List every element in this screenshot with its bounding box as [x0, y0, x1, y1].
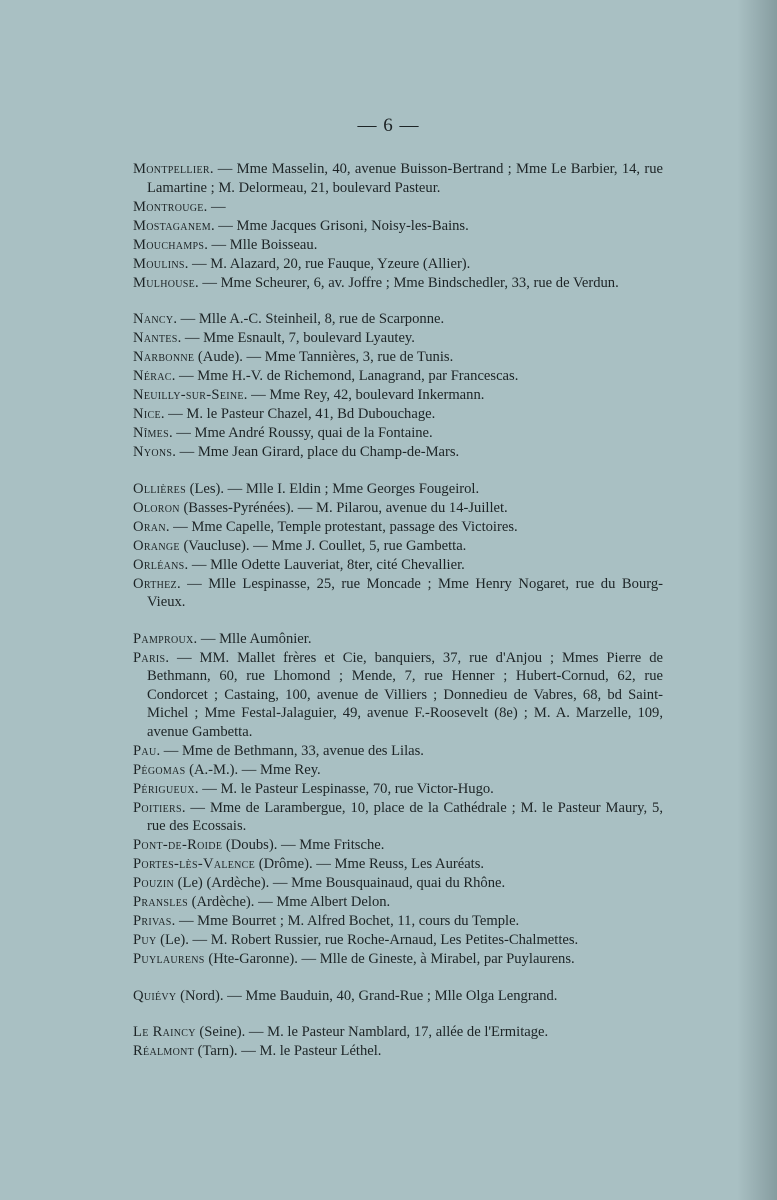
entry-text: . — Mlle Boisseau. — [204, 236, 318, 253]
city-name: Privas — [133, 913, 172, 929]
directory-entry — [133, 799, 663, 836]
entry-text: . — Mlle Odette Lauveriat, 8ter, cité Chevallier. — [184, 556, 465, 573]
city-name: Mulhouse — [133, 274, 196, 291]
entry-text: (Doubs). — Mme Fritsche. — [222, 837, 385, 853]
city-name: Narbonne — [133, 349, 195, 365]
directory-entry — [133, 742, 663, 761]
city-name: Paris — [133, 649, 166, 666]
city-name: Moulins — [133, 255, 185, 272]
letter-group — [133, 1023, 663, 1061]
city-name: Quiévy — [133, 987, 177, 1004]
page-edge-shadow — [737, 0, 777, 1200]
entry-text: . — Mme Masselin, 40, avenue Buisson-Bertrand ; Mme Le Barbier, 14, rue Lamartine ; M. Delormeau, 21, boulevard Pasteur. — [147, 161, 663, 196]
directory-entry — [133, 424, 663, 443]
directory-entry — [133, 274, 663, 293]
directory-entry — [133, 310, 663, 329]
directory-entry — [133, 518, 663, 537]
city-name: Poitiers — [133, 799, 182, 816]
entry-text: (Seine). — M. le Pasteur Namblard, 17, allée de l'Ermitage. — [195, 1024, 549, 1040]
entry-text: . — Mme Scheurer, 6, av. Joffre ; Mme Bindschedler, 33, rue de Verdun. — [195, 274, 619, 291]
directory-entry — [133, 950, 663, 969]
city-name: Montpellier — [133, 161, 210, 177]
directory-entry — [133, 160, 663, 197]
directory-entry — [133, 987, 663, 1006]
directory-entry — [133, 630, 663, 649]
directory-entry — [133, 649, 663, 742]
entry-text: (Le) (Ardèche). — Mme Bousquainaud, quai du Rhône. — [174, 875, 506, 891]
entry-text: . — Mme Jacques Grisoni, Noisy-les-Bains. — [210, 217, 469, 234]
directory-entry — [133, 855, 663, 874]
entry-text: (Aude). — Mme Tannières, 3, rue de Tunis. — [194, 349, 454, 365]
city-name: Nice — [133, 406, 161, 422]
entry-text: . — Mme H.-V. de Richemond, Lanagrand, par Francescas. — [171, 368, 519, 384]
city-name: Mouchamps — [133, 236, 205, 253]
city-name: Pamproux — [133, 630, 194, 647]
entry-text: . — Mme André Roussy, quai de la Fontaine. — [168, 425, 433, 441]
directory-entry — [133, 217, 663, 236]
entry-text: . — MM. Mallet frères et Cie, banquiers, 37, rue d'Anjou ; Mmes Pierre de Bethmann, 60, rue Lhomond ; Mende, 7, rue Henner ; Hubert-Cornud, 62, rue Condorcet ; Castaing, 100, avenue de Villiers ; Donnedieu de Vabres, 68, bd Saint-Michel ; Mme Festal-Jalaguier, 49, avenue F.-Roosevelt (8e) ; M. A. Marzelle, 109, avenue Gambetta. — [147, 649, 663, 740]
directory-entry — [133, 386, 663, 405]
entry-text: (Tarn). — M. le Pasteur Léthel. — [194, 1043, 382, 1059]
directory-entry — [133, 1023, 663, 1042]
entry-text: . — Mme Jean Girard, place du Champ-de-Mars. — [172, 444, 460, 460]
entry-text: (Ardèche). — Mme Albert Delon. — [187, 894, 391, 910]
entry-text: (Drôme). — Mme Reuss, Les Auréats. — [255, 856, 485, 872]
directory-entry — [133, 198, 663, 217]
directory-entry — [133, 761, 663, 780]
directory-entry — [133, 367, 663, 386]
entry-text: . — M. Alazard, 20, rue Fauque, Yzeure (Allier). — [184, 255, 471, 272]
city-name: Orthez — [133, 575, 177, 592]
city-name: Pégomas — [133, 761, 186, 778]
city-name: Nîmes — [133, 425, 169, 441]
directory-entry — [133, 329, 663, 348]
city-name: Pont-de-Roide — [133, 837, 223, 853]
city-name: Puylaurens — [133, 951, 205, 967]
directory-entry — [133, 836, 663, 855]
entry-text: . — M. le Pasteur Chazel, 41, Bd Dubouchage. — [160, 406, 436, 422]
entry-text: . — Mme Esnault, 7, boulevard Lyautey. — [177, 330, 415, 346]
city-name: Oran — [133, 518, 166, 535]
directory-entry — [133, 1042, 663, 1061]
entry-text: . — Mme Bourret ; M. Alfred Bochet, 11, cours du Temple. — [171, 913, 520, 929]
entry-text: . — Mme Rey, 42, boulevard Inkermann. — [243, 387, 485, 403]
city-name: Périgueux — [133, 780, 195, 797]
directory-entry — [133, 893, 663, 912]
city-name: Puy — [133, 932, 157, 948]
entry-text: . — Mme Capelle, Temple protestant, passage des Victoires. — [165, 518, 518, 535]
directory-entry — [133, 499, 663, 518]
directory-entry — [133, 480, 663, 499]
city-name: Portes-lès-Valence — [133, 856, 256, 872]
letter-group — [133, 630, 663, 969]
directory-entry — [133, 931, 663, 950]
letter-group — [133, 987, 663, 1006]
entry-text: . — Mlle Aumônier. — [193, 630, 312, 647]
directory-entry — [133, 255, 663, 274]
directory-entry — [133, 236, 663, 255]
entry-text: . — Mlle Lespinasse, 25, rue Moncade ; Mme Henry Nogaret, rue du Bourg-Vieux. — [147, 575, 663, 610]
city-name: Orange — [133, 537, 180, 554]
directory-entry — [133, 874, 663, 893]
entry-text: . — Mme de Bethmann, 33, avenue des Lilas. — [156, 742, 424, 759]
city-name: Montrouge — [133, 198, 204, 215]
entry-text: (Le). — M. Robert Russier, rue Roche-Arnaud, Les Petites-Chalmettes. — [156, 932, 579, 948]
directory-entry — [133, 537, 663, 556]
entry-text: . — Mlle A.-C. Steinheil, 8, rue de Scarponne. — [173, 311, 445, 327]
city-name: Le Raincy — [133, 1024, 196, 1040]
letter-group — [133, 480, 663, 612]
entry-text: (Les). — Mlle I. Eldin ; Mme Georges Fougeirol. — [185, 480, 480, 497]
city-name: Réalmont — [133, 1043, 195, 1059]
entry-text: . — — [203, 198, 226, 215]
city-name: Pransles — [133, 894, 188, 910]
directory-entry — [133, 556, 663, 575]
letter-group — [133, 160, 663, 292]
directory-entry — [133, 912, 663, 931]
entry-text: (Hte-Garonne). — Mlle de Gineste, à Mirabel, par Puylaurens. — [204, 951, 575, 967]
city-name: Oloron — [133, 499, 180, 516]
entry-text: (Nord). — Mme Bauduin, 40, Grand-Rue ; Mlle Olga Lengrand. — [176, 987, 558, 1004]
city-name: Pau — [133, 742, 157, 759]
city-name: Mostaganem — [133, 217, 211, 234]
entry-text: (Basses-Pyrénées). — M. Pilarou, avenue du 14-Juillet. — [179, 499, 508, 516]
directory-entry — [133, 780, 663, 799]
directory-entry — [133, 405, 663, 424]
city-name: Orléans — [133, 556, 185, 573]
directory-entry — [133, 575, 663, 612]
page-number: — 6 — — [357, 115, 420, 136]
city-name: Pouzin — [133, 875, 175, 891]
city-name: Nantes — [133, 330, 178, 346]
directory-entry — [133, 443, 663, 462]
city-name: Nérac — [133, 368, 172, 384]
city-name: Nyons — [133, 444, 173, 460]
entry-text: . — M. le Pasteur Lespinasse, 70, rue Victor-Hugo. — [194, 780, 494, 797]
city-name: Nancy — [133, 311, 174, 327]
entry-text: . — Mme de Larambergue, 10, place de la Cathédrale ; M. le Pasteur Maury, 5, rue des Ecossais. — [147, 799, 663, 834]
entry-text: (A.-M.). — Mme Rey. — [185, 761, 321, 778]
directory-entry — [133, 348, 663, 367]
letter-group — [133, 310, 663, 462]
city-name: Ollières — [133, 480, 186, 497]
city-name: Neuilly-sur-Seine — [133, 387, 244, 403]
directory-list — [133, 160, 663, 1079]
entry-text: (Vaucluse). — Mme J. Coullet, 5, rue Gambetta. — [179, 537, 467, 554]
